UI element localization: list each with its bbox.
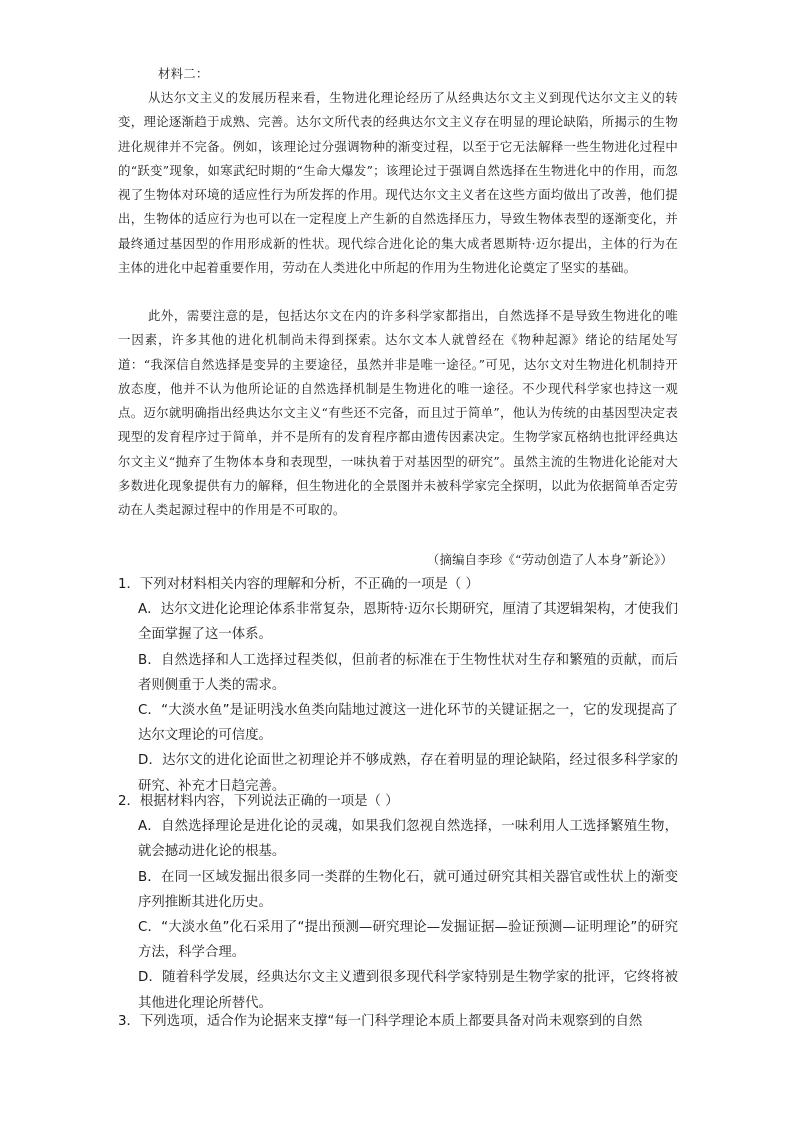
material-paragraph-2: 此外，需要注意的是，包括达尔文在内的许多科学家都指出，自然选择不是导致生物进化的唯一因素，许多其他的进化机制尚未得到探索。达尔文本人就曾经在《物种起源》绪论的结尾处写道：“我深信自然选择是变异的主要途径，虽然并非是唯一途径。”可见，达尔文对生物进化机制持开放态度，他并不认为他所论证的自然选择机制是生物进化的唯一途径。不少现代科学家也持这一观点。迈尔就明确指出经典达尔文主义“有些还不完备，而且过于简单”，他认为传统的由基因型决定表现型的发育程序过于简单，并不是所有的发育程序都由遗传因素决定。生物学家瓦格纳也批评经典达尔文主义“抛弃了生物体本身和表现型，一味执着于对基因型的研究”。虽然主流的生物进化论能对大多数进化现象提供有力的解释，但生物进化的全景图并未被科学家完全探明，以此为依据简单否定劳动在人类起源过程中的作用是不可取的。 — [118, 308, 678, 518]
question-2 — [118, 789, 678, 1016]
question-1-option-b: B．自然选择和人工选择过程类似，但前者的标准在于生物性状对生存和繁殖的贡献，而后者则侧重于人类的需求。 — [138, 652, 678, 693]
material-source: （摘编自李珍《“劳动创造了人本身”新论》） — [426, 552, 673, 567]
question-3-stem: 3．下列选项，适合作为论据来支撑“每一门科学理论本质上都要具备对尚未观察到的自然 — [118, 1014, 643, 1029]
question-2-stem: 2．根据材料内容，下列说法正确的一项是（ ） — [118, 794, 399, 809]
question-2-option-a: A．自然选择理论是进化论的灵魂，如果我们忽视自然选择，一味利用人工选择繁殖生物，就会撼动进化论的根基。 — [138, 819, 678, 860]
question-2-option-d: D．随着科学发展，经典达尔文主义遭到很多现代科学家特别是生物学家的批评，它终将被其他进化理论所替代。 — [138, 970, 678, 1011]
question-2-option-b: B．在同一区域发掘出很多同一类群的生物化石，就可通过研究其相关器官或性状上的渐变序列推断其进化历史。 — [138, 869, 678, 910]
material-paragraph-1: 从达尔文主义的发展历程来看，生物进化理论经历了从经典达尔文主义到现代达尔文主义的转变，理论逐渐趋于成熟、完善。达尔文所代表的经典达尔文主义存在明显的理论缺陷，所揭示的生物进化规律并不完备。例如，该理论过分强调物种的渐变过程，以至于它无法解释一些生物进化过程中的“跃变”现象，如寒武纪时期的“生命大爆发”；该理论过于强调自然选择在生物进化中的作用，而忽视了生物体对环境的适应性行为所发挥的作用。现代达尔文主义者在这些方面均做出了改善，他们提出，生物体的适应行为也可以在一定程度上产生新的自然选择压力，导致生物体表型的逐渐变化，并最终通过基因型的作用形成新的性状。现代综合进化论的集大成者恩斯特·迈尔提出，主体的行为在主体的进化中起着重要作用，劳动在人类进化中所起的作用为生物进化论奠定了坚实的基础。 — [118, 90, 678, 276]
question-1-stem: 1．下列对材料相关内容的理解和分析，不正确的一项是（ ） — [118, 577, 479, 592]
question-1 — [118, 572, 678, 799]
material-title: 材料二： — [158, 66, 209, 81]
question-3 — [118, 1009, 678, 1034]
question-1-option-a: A．达尔文进化论理论体系非常复杂，恩斯特·迈尔长期研究，厘清了其逻辑架构，才使我们全面掌握了这一体系。 — [138, 602, 678, 643]
question-1-option-d: D．达尔文的进化论面世之初理论并不够成熟，存在着明显的理论缺陷，经过很多科学家的研究、补充才日趋完善。 — [138, 753, 678, 794]
question-2-option-c: C．“大淡水鱼”化石采用了“提出预测—研究理论—发掘证据—验证预测—证明理论”的研究方法，科学合理。 — [138, 920, 678, 961]
question-1-option-c: C．“大淡水鱼”是证明浅水鱼类向陆地过渡这一进化环节的关键证据之一，它的发现提高了达尔文理论的可信度。 — [138, 703, 678, 744]
